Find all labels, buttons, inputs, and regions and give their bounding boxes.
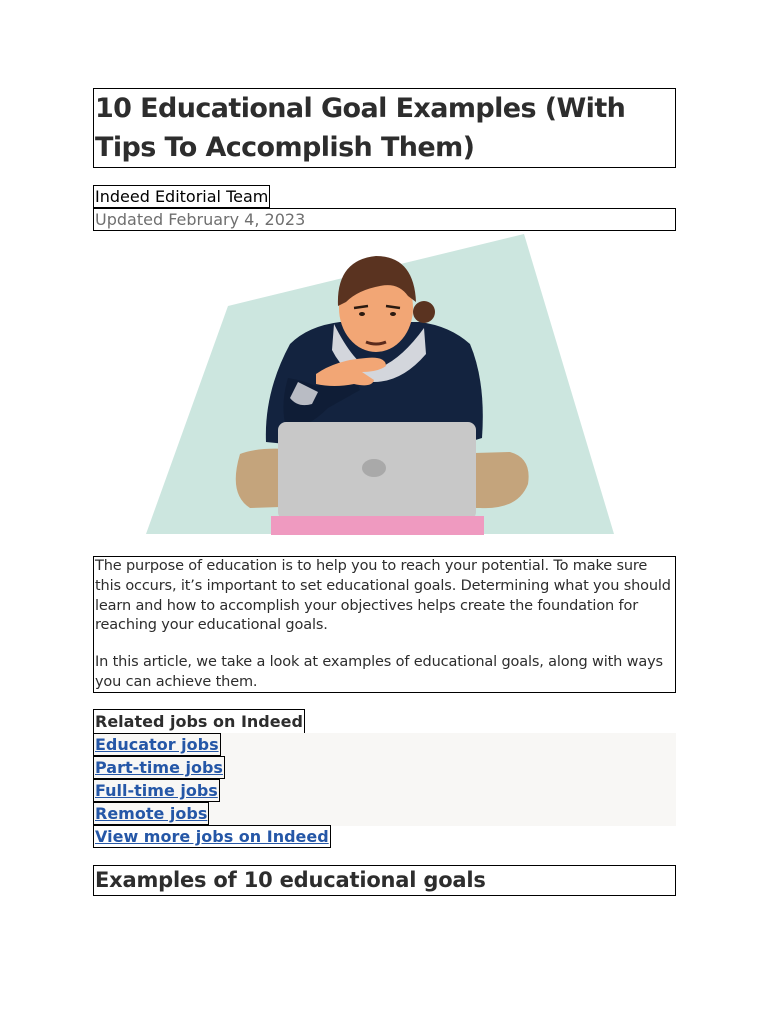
updated-date: Updated February 4, 2023 — [93, 208, 676, 231]
author-name: Indeed Editorial Team — [95, 187, 269, 206]
article-title: 10 Educational Goal Examples (With Tips To Accomplish Them) — [93, 88, 676, 168]
educator-jobs-link[interactable]: Educator jobs — [95, 735, 219, 754]
cushion — [271, 516, 484, 535]
hair-bun — [413, 301, 435, 323]
related-jobs-heading: Related jobs on Indeed — [93, 709, 305, 734]
hero-illustration — [140, 232, 620, 538]
full-time-jobs-link[interactable]: Full-time jobs — [95, 781, 218, 800]
intro-text — [93, 556, 676, 693]
laptop-logo — [362, 459, 386, 477]
view-more-jobs-link[interactable]: View more jobs on Indeed — [95, 827, 329, 846]
intro-paragraph: In this article, we take a look at examples of educational goals, along with ways you can achieve them. — [95, 654, 663, 690]
section-heading: Examples of 10 educational goals — [93, 865, 676, 896]
woman-laptop-icon — [140, 232, 620, 538]
part-time-jobs-link[interactable]: Part-time jobs — [95, 758, 223, 777]
remote-jobs-link[interactable]: Remote jobs — [95, 804, 208, 823]
intro-paragraph: The purpose of education is to help you to reach your potential. To make sure this occurs, it’s important to set educational goals. Determining what you should learn and how to accomplish your objectives helps create the foundation for reaching your educational goals. — [95, 558, 671, 634]
